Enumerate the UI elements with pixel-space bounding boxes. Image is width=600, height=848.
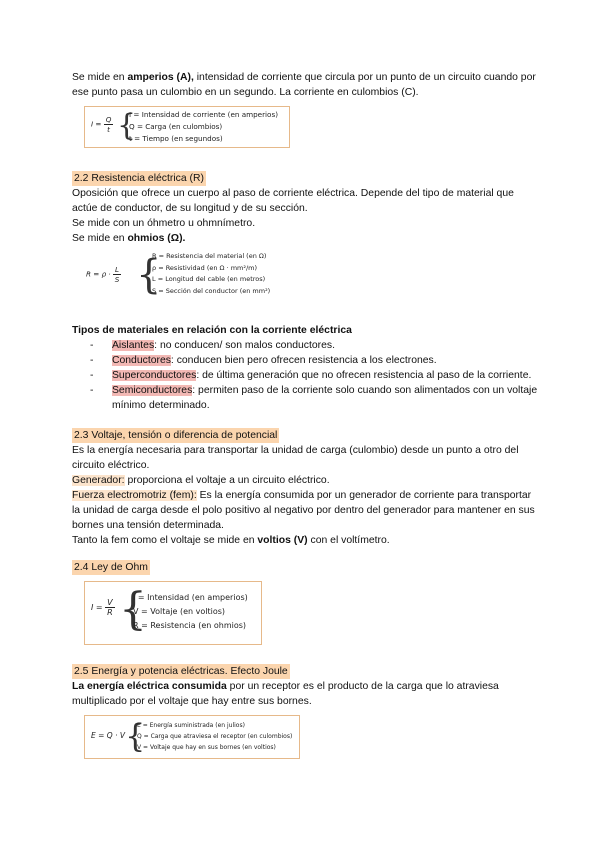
list-item: - Semiconductores: permiten paso de la corriente solo cuando son alimentados con un voltaje mínimo determinado. — [72, 383, 542, 413]
brace-symbol: { — [117, 108, 137, 143]
list-item: - Conductores: conducen bien pero ofrecen resistencia a los electrones. — [72, 353, 542, 368]
brace-symbol: { — [136, 252, 162, 298]
brace-symbol: { — [119, 584, 147, 635]
formula-ohm: I = $\frac{V}{R}$ { I = Intensidad (en amperios) V = Voltaje (en voltios) R = Resistencia (en ohmios) — [84, 581, 262, 645]
materials-title: Tipos de materiales en relación con la corriente eléctrica — [72, 325, 352, 336]
document-page — [72, 70, 542, 764]
heading-resistencia: 2.2 Resistencia eléctrica (R) — [74, 173, 204, 184]
formula-line: S = Sección del conductor (en mm²) — [152, 286, 271, 295]
formula-energy: E = Q · V { E = Energía suministrada (en julios) Q = Carga que atraviesa el receptor (en culombios) V = Voltaje que hay en sus bornes (en voltios) — [84, 715, 300, 759]
ohmetro-line: Se mide con un óhmetro u ohmnímetro. — [72, 218, 256, 229]
formula-line: E = Energía suministrada (en julios) — [137, 722, 245, 729]
ohmios-line: Se mide en ohmios (Ω). — [72, 233, 186, 244]
formula-line: V = Voltaje que hay en sus bornes (en voltios) — [137, 744, 276, 751]
energia-desc: La energía eléctrica consumida por un receptor es el producto de la carga que lo atraviesa multiplicado por el voltaje que hay entre sus bornes. — [72, 681, 499, 707]
formula-line: L = Longitud del cable (en metros) — [152, 275, 266, 283]
heading-energia: 2.5 Energía y potencia eléctricas. Efecto Joule — [74, 666, 288, 677]
heading-ley-ohm: 2.4 Ley de Ohm — [74, 562, 148, 573]
formula-line: R = Resistencia del material (en Ω) — [152, 252, 267, 260]
fem-paragraph: Fuerza electromotriz (fem): Es la energía consumida por un generador de corriente para transportar la unidad de carga desde el polo positivo al negativo por dentro del generador para mantener en sus bornes una tensión determinada. — [72, 490, 535, 531]
voltaje-desc: Es la energía necesaria para transportar la unidad de carga (culombio) desde un punto a otro del circuito eléctrico. — [72, 445, 519, 471]
formula-line: t = Tiempo (en segundos) — [129, 134, 223, 143]
list-item: - Aislantes: no conducen/ son malos conductores. — [72, 338, 542, 353]
amperios-bold: amperios (A), — [127, 72, 194, 83]
voltios-line: Tanto la fem como el voltaje se mide en voltios (V) con el voltímetro. — [72, 535, 390, 546]
formula-intensity: I = $\frac{Q}{t}$ { I = Intensidad de corriente (en amperios) Q = Carga (en culombios) t = Tiempo (en segundos) — [84, 106, 290, 148]
formula-line: I = Intensidad (en amperios) — [133, 593, 248, 602]
formula-line: Q = Carga que atraviesa el receptor (en culombios) — [137, 733, 293, 740]
list-item: - Superconductores: de última generación que no ofrecen resistencia al paso de la corriente. — [72, 368, 542, 383]
formula-line: I = Intensidad de corriente (en amperios) — [129, 110, 278, 119]
brace-symbol: { — [125, 717, 146, 755]
generador-line: Generador: proporciona el voltaje a un circuito eléctrico. — [72, 475, 330, 486]
intro-paragraph: Se mide en amperios (A), intensidad de corriente que circula por un punto de un circuito cuando por ese punto pasa un culombio en un segundo. La corriente en culombios (C). — [72, 72, 536, 98]
resistencia-desc: Oposición que ofrece un cuerpo al paso de corriente eléctrica. Depende del tipo de material que actúe de conductor, de su longitud y de su sección. — [72, 188, 514, 214]
materials-list — [72, 338, 542, 413]
formula-line: ρ = Resistividad (en Ω · mm²/m) — [152, 263, 258, 272]
formula-line: R = Resistencia (en ohmios) — [133, 621, 247, 630]
heading-voltaje: 2.3 Voltaje, tensión o diferencia de potencial — [74, 430, 278, 441]
formula-resistance: R = ρ · $\frac{L}{S}$ { R = Resistencia del material (en Ω) ρ = Resistividad (en Ω · mm²/m) L = Longitud del cable (en metros) S = Sección del conductor (en mm²) — [86, 252, 271, 298]
formula-line: Q = Carga (en culombios) — [129, 122, 223, 131]
formula-line: V = Voltaje (en voltios) — [133, 607, 226, 616]
